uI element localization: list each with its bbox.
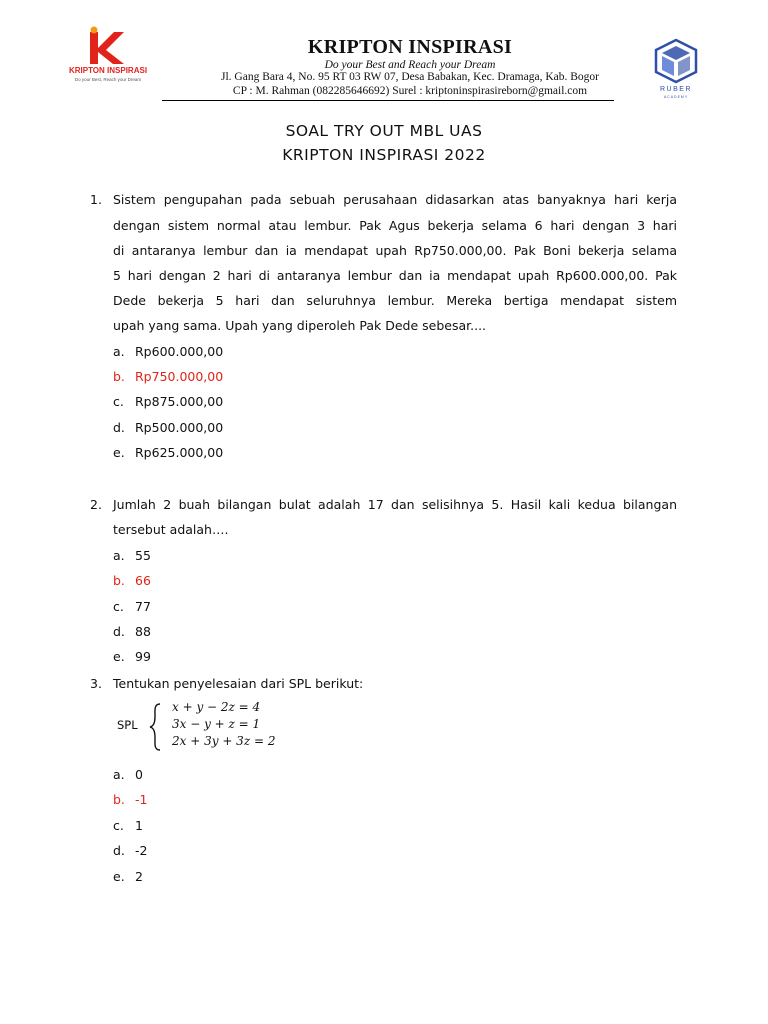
- org-contact: CP : M. Rahman (082285646692) Surel : kriptoninspirasireborn@gmail.com: [232, 85, 588, 97]
- spl-equation: 2x + 3y + 3z = 2: [172, 734, 276, 748]
- org-tagline: Do your Best and Reach your Dream: [324, 59, 496, 71]
- question-1-line: 5 hari dengan 2 hari di antaranya lembur dan ia mendapat upah Rp600.000,00. Pak: [113, 268, 677, 283]
- question-3-number: 3.: [90, 676, 102, 691]
- q2-option-text: 77: [135, 599, 151, 614]
- q3-option-text-answer: -1: [135, 792, 148, 807]
- kripton-logo: [60, 26, 156, 86]
- q3-option-letter: c.: [113, 818, 124, 833]
- q1-option-text-answer: Rp750.000,00: [135, 369, 224, 384]
- q1-option-text: Rp600.000,00: [135, 344, 224, 359]
- q2-option-letter-answer: b.: [113, 573, 125, 588]
- q2-option-text-answer: 66: [135, 573, 151, 588]
- q3-option-text: -2: [135, 843, 148, 858]
- question-1-line: Dede bekerja 5 hari dan seluruhnya lembur. Mereka bertiga mendapat sistem: [113, 293, 677, 308]
- doc-title-line2: KRIPTON INSPIRASI 2022: [282, 146, 486, 164]
- q3-option-letter: e.: [113, 869, 125, 884]
- q1-option-letter: d.: [113, 420, 125, 435]
- q3-option-text: 2: [135, 869, 143, 884]
- question-2-line: Jumlah 2 buah bilangan bulat adalah 17 dan selisihnya 5. Hasil kali kedua bilangan: [113, 497, 677, 512]
- q1-option-text: Rp875.000,00: [135, 394, 224, 409]
- q2-option-letter: e.: [113, 649, 125, 664]
- question-1-number: 1.: [90, 192, 102, 207]
- question-2-line: tersebut adalah….: [113, 522, 229, 537]
- q3-option-letter-answer: b.: [113, 792, 125, 807]
- q2-option-letter: a.: [113, 548, 125, 563]
- q3-option-text: 1: [135, 818, 143, 833]
- q2-option-text: 99: [135, 649, 151, 664]
- q3-option-letter: a.: [113, 767, 125, 782]
- q1-option-text: Rp625.000,00: [135, 445, 224, 460]
- q1-option-letter-answer: b.: [113, 369, 125, 384]
- question-2-number: 2.: [90, 497, 102, 512]
- question-1-line: upah yang sama. Upah yang diperoleh Pak Dede sebesar....: [113, 318, 487, 333]
- org-address: Jl. Gang Bara 4, No. 95 RT 03 RW 07, Desa Babakan, Kec. Dramaga, Kab. Bogor: [221, 71, 599, 83]
- spl-equation: x + y − 2z = 4: [172, 700, 261, 714]
- logo-right-text: RUBER: [659, 86, 693, 93]
- logo-left-text: KRIPTON INSPIRASI: [68, 66, 148, 75]
- q1-option-text: Rp500.000,00: [135, 420, 224, 435]
- spl-equation: 3x − y + z = 1: [172, 717, 261, 731]
- q2-option-text: 88: [135, 624, 151, 639]
- question-3-line: Tentukan penyelesaian dari SPL berikut:: [113, 676, 364, 691]
- question-1-line: di antaranya lembur dan ia mendapat upah Rp750.000,00. Pak Boni bekerja selama: [113, 243, 677, 258]
- spl-label: SPL: [117, 718, 138, 732]
- q1-option-letter: e.: [113, 445, 125, 460]
- kripton-k-icon: [60, 26, 156, 86]
- question-1-line: Sistem pengupahan pada sebuah perusahaan didasarkan atas banyaknya hari kerja: [113, 192, 677, 207]
- q3-option-letter: d.: [113, 843, 125, 858]
- left-brace-icon: [146, 702, 166, 752]
- q3-option-text: 0: [135, 767, 143, 782]
- logo-left-subtext: Do your Best, Reach your Dream: [74, 77, 142, 82]
- q2-option-letter: d.: [113, 624, 125, 639]
- q2-option-text: 55: [135, 548, 151, 563]
- doc-title-line1: SOAL TRY OUT MBL UAS: [285, 122, 483, 140]
- org-name: KRIPTON INSPIRASI: [307, 36, 513, 58]
- q1-option-letter: a.: [113, 344, 125, 359]
- logo-right-subtext: ACADEMY: [663, 95, 689, 99]
- q2-option-letter: c.: [113, 599, 124, 614]
- q1-option-letter: c.: [113, 394, 124, 409]
- question-1-line: dengan sistem normal atau lembur. Pak Agus bekerja selama 6 hari dengan 3 hari: [113, 218, 677, 233]
- header-divider: [162, 100, 614, 101]
